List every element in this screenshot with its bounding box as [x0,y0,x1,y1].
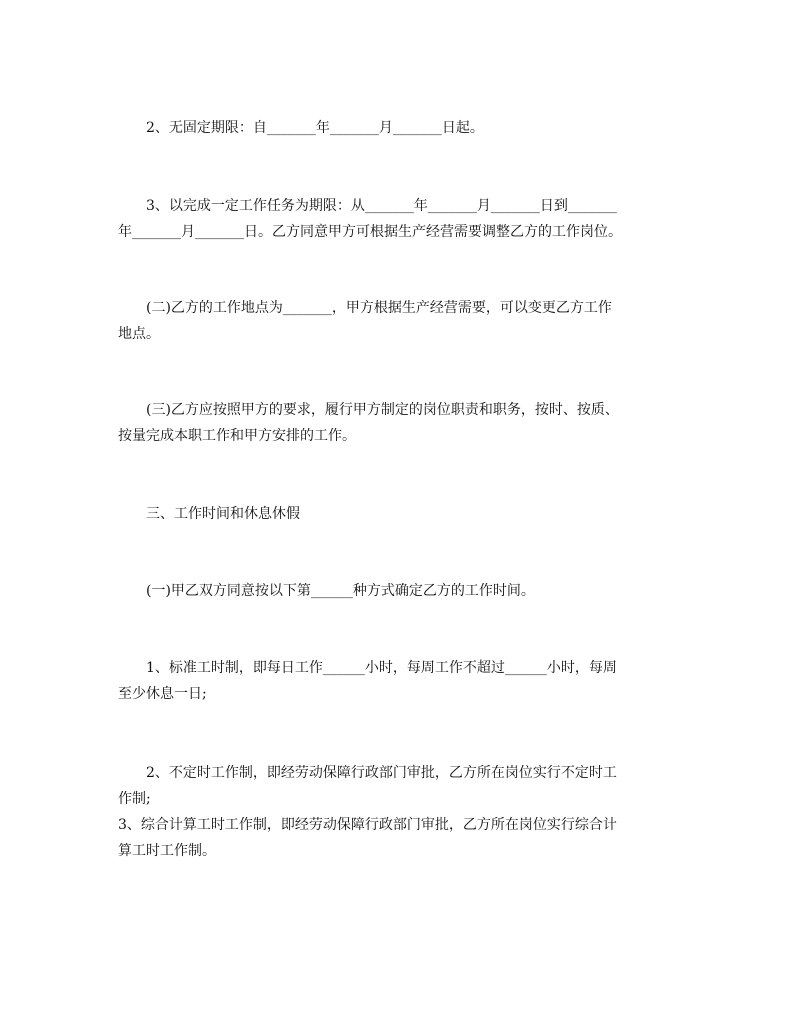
clause-line: 年_______月_______日。乙方同意甲方可根据生产经营需要调整乙方的工作岗位。 [118,224,622,240]
clause-line: 2、无固定期限：自_______年_______月_______日起。 [146,120,484,136]
clause-line: 2、不定时工作制，即经劳动保障行政部门审批，乙方所在岗位实行不定时工 [146,765,617,781]
clause-task-based-term [118,193,678,245]
clause-flexible-and-comprehensive-hours [118,760,678,864]
clause-line: (一)甲乙双方同意按以下第______种方式确定乙方的工作时间。 [146,583,535,599]
clause-line: 至少休息一日; [118,686,207,702]
clause-line: 算工时工作制。 [118,843,216,859]
clause-line: (三)乙方应按照甲方的要求，履行甲方制定的岗位职责和职务，按时、按质、 [146,402,619,418]
clause-job-duties [118,397,678,449]
clause-standard-hours [118,655,678,707]
clause-working-hours-method [118,578,678,604]
clause-line: 按量完成本职工作和甲方安排的工作。 [118,428,356,444]
clause-line: 作制; [118,791,151,807]
clause-line: 1、标准工时制，即每日工作______小时，每周工作不超过______小时，每周 [146,660,617,676]
clause-line: 3、综合计算工时工作制，即经劳动保障行政部门审批，乙方所在岗位实行综合计 [118,817,617,833]
section-heading-working-hours [118,501,678,527]
clause-line: 3、以完成一定工作任务为期限：从_______年_______月_______日到_______ [146,198,617,214]
clause-line: (二)乙方的工作地点为_______，甲方根据生产经营需要，可以变更乙方工作 [146,300,612,316]
clause-work-location [118,295,678,347]
clause-line: 地点。 [118,326,160,342]
section-heading: 三、工作时间和休息休假 [146,506,300,522]
clause-no-fixed-term [118,115,678,141]
